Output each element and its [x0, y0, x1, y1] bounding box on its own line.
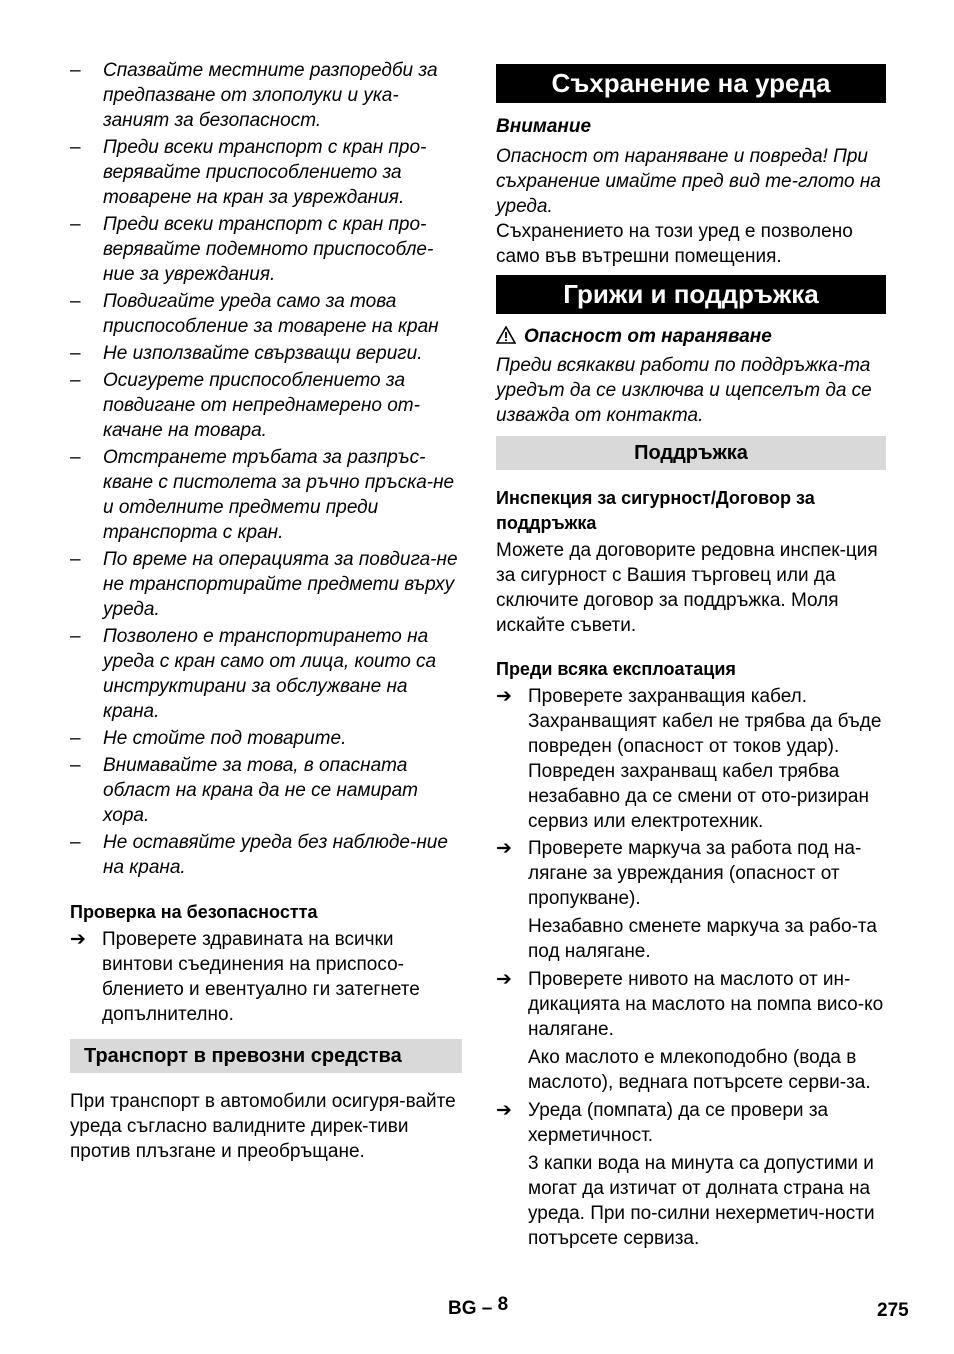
crane-safety-list [70, 58, 462, 880]
list-item: – Преди всеки транспорт с кран про-верявайте подемното приспособле-ние за увреждания. [70, 214, 434, 285]
page-footer-section: BG – 8 [448, 1294, 509, 1319]
transport-heading: Транспорт в превозни средства [70, 1039, 462, 1073]
list-item: – По време на операцията за повдига-не не транспортирайте предмети върху уреда. [70, 549, 458, 620]
list-item: – Отстранете тръбата за разпръс-кване с пистолета за ръчно пръска-не и отделните предмети преди транспорта с кран. [70, 447, 455, 543]
list-item: – Не стойте под товарите. [70, 728, 347, 749]
maintenance-step: ➔ Уреда (помпата) да се провери за херметичност. 3 капки вода на минута са допустими и могат да изтичат от долната страна на уреда. При по-силни нехерметич-ности потърсете сервиза. [496, 1100, 875, 1249]
transport-text: При транспорт в автомобили осигуря-вайте уреда съгласно валидните дирек-тиви против плъзгане и преобръщане. [70, 1091, 456, 1162]
maintenance-step: ➔ Проверете захранващия кабел. Захранващият кабел не трябва да бъде повреден (опасност от токов удар). Повреден захранващ кабел трябва незабавно да се смени от ото-ризиран сервиз или електротехник. [496, 686, 882, 832]
storage-text: Съхранението на този уред е позволено само във вътрешни помещения. [496, 221, 853, 267]
danger-title: Опасност от нараняване [496, 324, 886, 349]
arrow-right-icon: ➔ [496, 1100, 512, 1121]
storage-heading: Съхранение на уреда [496, 64, 886, 103]
danger-text: Преди всякакви работи по поддръжка-та уредът да се изключва и щепселът да се изважда от контакта. [496, 355, 872, 426]
inspection-text: Можете да договорите редовна инспек-ция за сигурност с Вашия търговец или да сключите договор за поддръжка. Моля искайте съвети. [496, 540, 878, 636]
page-number: 275 [877, 1300, 909, 1321]
list-item: – Не използвайте свързващи вериги. [70, 343, 423, 364]
list-item: – Повдигайте уреда само за това приспособление за товарене на кран [70, 291, 439, 337]
arrow-right-icon: ➔ [496, 838, 512, 859]
attention-text: Опасност от нараняване и повреда! При съхранение имайте пред вид те-глото на уреда. [496, 146, 881, 217]
attention-label: Внимание [496, 116, 592, 137]
list-item: – Позволено е транспортирането на уреда с кран само от лица, които са инструктирани за обслужване на крана. [70, 626, 437, 722]
arrow-right-icon: ➔ [496, 686, 512, 707]
right-column [496, 64, 886, 1251]
list-item: – Не оставяйте уреда без наблюде-ние на крана. [70, 832, 448, 878]
safety-check-heading: Проверка на безопасността [70, 902, 318, 922]
before-operation-heading: Преди всяка експлоатация [496, 659, 736, 679]
list-item: – Преди всеки транспорт с кран про-верявайте приспособлението за товарене на кран за увреждания. [70, 137, 427, 208]
maintenance-step: ➔ Проверете нивото на маслото от ин-дикацията на маслото на помпа висо-ко налягане. Ако маслото е млекоподобно (вода в маслото), веднага потърсете серви-за. [496, 969, 884, 1093]
maintenance-step: ➔ Проверете маркуча за работа под на-лягане за увреждания (опасност от пропукване). Незабавно сменете маркуча за рабо-та под налягане. [496, 838, 877, 962]
list-item: – Внимавайте за това, в опасната област на крана да не се намират хора. [70, 755, 419, 826]
care-heading: Грижи и поддръжка [496, 275, 886, 314]
list-item: – Спазвайте местните разпоредби за предпазване от злополуки и ука-заният за безопасност. [70, 60, 438, 131]
safety-check-step: ➔ Проверете здравината на всички винтови съединения на приспосо-блението и евентуално ги затегнете допълнително. [70, 929, 420, 1025]
maintenance-heading: Поддръжка [496, 436, 886, 470]
arrow-right-icon: ➔ [70, 929, 86, 950]
left-column [70, 58, 462, 1164]
warning-triangle-icon [496, 326, 516, 344]
list-item: – Осигурете приспособлението за повдигане от непреднамерено от-качане на товара. [70, 370, 420, 441]
arrow-right-icon: ➔ [496, 969, 512, 990]
inspection-heading: Инспекция за сигурност/Договор за поддръжка [496, 488, 815, 533]
